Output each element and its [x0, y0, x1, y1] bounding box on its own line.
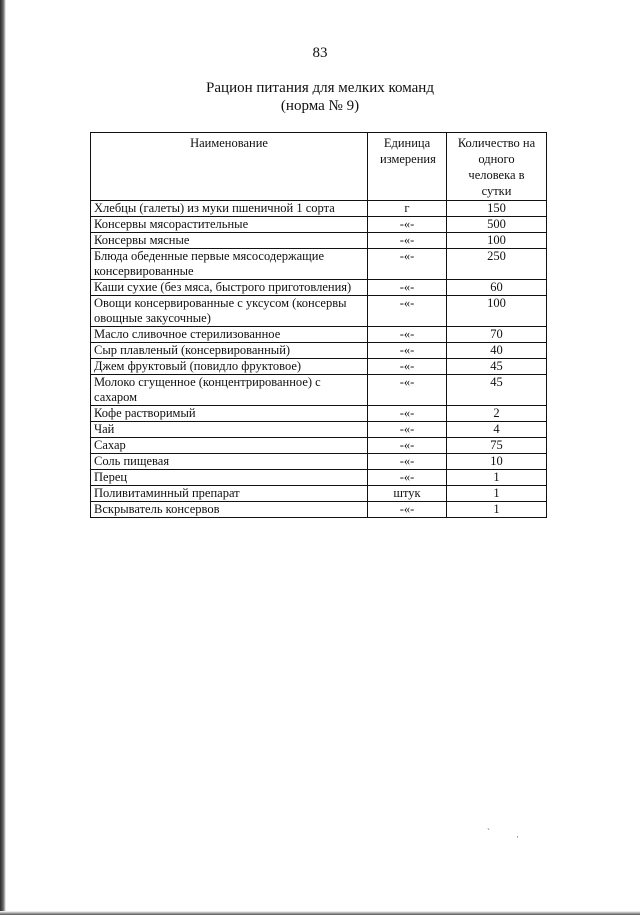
table-row: [91, 201, 547, 217]
row-quantity: 60: [447, 280, 547, 296]
document-title-line-1: Рацион питания для мелких команд: [206, 80, 434, 96]
row-name: Молоко сгущенное (концентрированное) с сахаром: [91, 375, 368, 406]
row-quantity: 2: [447, 406, 547, 422]
row-unit: штук: [368, 486, 447, 502]
table-row: [91, 343, 547, 359]
scan-bottom-edge: [0, 911, 640, 915]
row-quantity: 1: [447, 470, 547, 486]
table-row: [91, 406, 547, 422]
row-name: Чай: [91, 422, 368, 438]
row-name: Каши сухие (без мяса, быстрого приготовления): [91, 280, 368, 296]
table-header-row: [91, 133, 547, 201]
row-quantity: 1: [447, 502, 547, 518]
scan-speck: ˎ: [487, 820, 490, 830]
row-name: Кофе растворимый: [91, 406, 368, 422]
row-unit: -«-: [368, 359, 447, 375]
header-unit: Единица измерения: [368, 133, 447, 201]
row-unit: -«-: [368, 217, 447, 233]
row-name: Блюда обеденные первые мясосодержащие консервированные: [91, 249, 368, 280]
table-row: [91, 296, 547, 327]
document-title: [0, 79, 640, 115]
table-row: [91, 470, 547, 486]
document-title-line-2: (норма № 9): [280, 98, 360, 114]
row-quantity: 45: [447, 359, 547, 375]
table-row: [91, 217, 547, 233]
ration-table: [90, 132, 547, 518]
row-unit: -«-: [368, 249, 447, 280]
row-name: Консервы мясные: [91, 233, 368, 249]
table-row: [91, 438, 547, 454]
row-unit: -«-: [368, 422, 447, 438]
row-quantity: 100: [447, 233, 547, 249]
row-unit: -«-: [368, 406, 447, 422]
row-unit: -«-: [368, 502, 447, 518]
row-unit: -«-: [368, 280, 447, 296]
table-row: [91, 486, 547, 502]
row-quantity: 500: [447, 217, 547, 233]
row-quantity: 70: [447, 327, 547, 343]
table-row: [91, 375, 547, 406]
page-number: 83: [312, 45, 328, 61]
row-quantity: 75: [447, 438, 547, 454]
row-name: Перец: [91, 470, 368, 486]
row-unit: -«-: [368, 233, 447, 249]
table-row: [91, 327, 547, 343]
table-row: [91, 422, 547, 438]
row-quantity: 250: [447, 249, 547, 280]
row-name: Сыр плавленый (консервированный): [91, 343, 368, 359]
header-name: Наименование: [91, 133, 368, 201]
row-name: Хлебцы (галеты) из муки пшеничной 1 сорта: [91, 201, 368, 217]
table-row: [91, 280, 547, 296]
header-quantity: Количество на одного человека в сутки: [447, 133, 547, 201]
row-name: Соль пищевая: [91, 454, 368, 470]
table-row: [91, 359, 547, 375]
row-quantity: 45: [447, 375, 547, 406]
row-quantity: 4: [447, 422, 547, 438]
row-name: Вскрыватель консервов: [91, 502, 368, 518]
row-name: Овощи консервированные с уксусом (консервы овощные закусочные): [91, 296, 368, 327]
table-row: [91, 249, 547, 280]
row-unit: -«-: [368, 438, 447, 454]
row-name: Джем фруктовый (повидло фруктовое): [91, 359, 368, 375]
row-name: Консервы мясорастительные: [91, 217, 368, 233]
row-unit: -«-: [368, 470, 447, 486]
row-name: Поливитаминный препарат: [91, 486, 368, 502]
row-name: Сахар: [91, 438, 368, 454]
row-unit: -«-: [368, 343, 447, 359]
row-unit: -«-: [368, 327, 447, 343]
row-unit: -«-: [368, 375, 447, 406]
row-unit: -«-: [368, 296, 447, 327]
row-unit: г: [368, 201, 447, 217]
row-name: Масло сливочное стерилизованное: [91, 327, 368, 343]
scan-left-edge: [0, 0, 6, 915]
scan-speck: ·: [516, 832, 519, 842]
table-row: [91, 233, 547, 249]
row-quantity: 100: [447, 296, 547, 327]
table-row: [91, 454, 547, 470]
row-quantity: 1: [447, 486, 547, 502]
table-row: [91, 502, 547, 518]
row-unit: -«-: [368, 454, 447, 470]
row-quantity: 40: [447, 343, 547, 359]
row-quantity: 10: [447, 454, 547, 470]
row-quantity: 150: [447, 201, 547, 217]
